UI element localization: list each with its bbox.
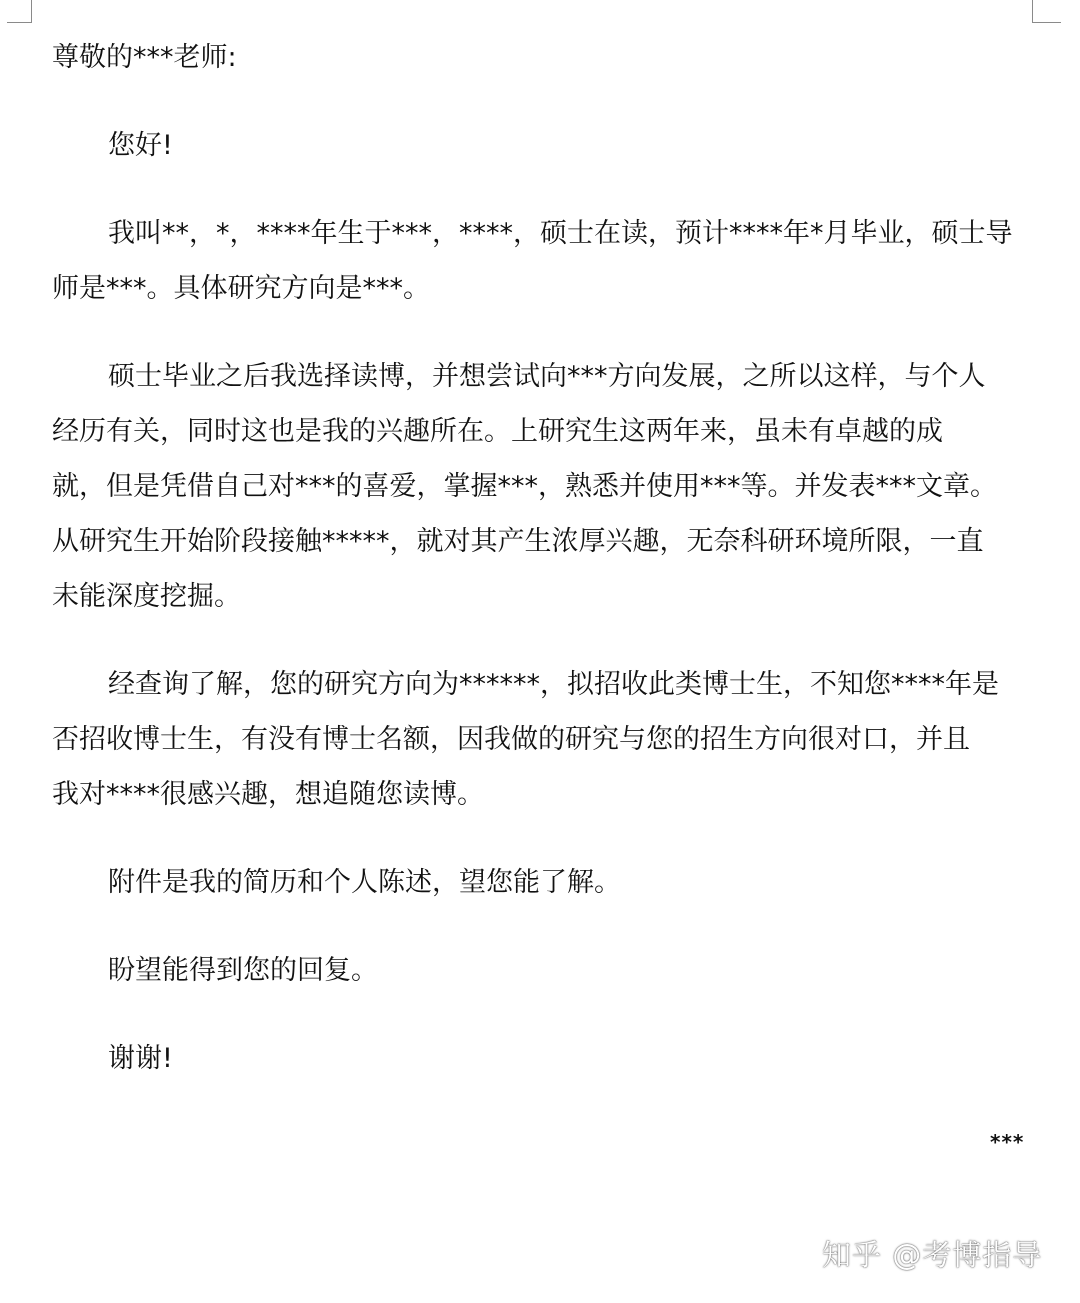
- closing-hope: 盼望能得到您的回复。: [108, 955, 378, 986]
- paragraph-line: 师是***。具体研究方向是***。: [52, 273, 430, 304]
- paragraph-line: 从研究生开始阶段接触*****，就对其产生浓厚兴趣，无奈科研环境所限，一直: [52, 526, 984, 557]
- paragraph-line: 就，但是凭借自己对***的喜爱，掌握***，熟悉并使用***等。并发表***文章。: [52, 471, 997, 502]
- paragraph-gap: [52, 910, 1022, 943]
- closing-thanks: 谢谢!: [108, 1043, 173, 1074]
- paragraph-gap: [52, 822, 1022, 855]
- salutation: 尊敬的***老师:: [52, 42, 237, 73]
- paragraph-inquiry: [52, 657, 1022, 822]
- paragraph-gap: [52, 316, 1022, 349]
- paragraph-line: 我叫**，*，****年生于***，****，硕士在读，预计****年*月毕业，硕士导: [108, 218, 1013, 249]
- paragraph-gap: [52, 173, 1022, 206]
- paragraph-gap: [52, 624, 1022, 657]
- page-corner-mark-left: [7, 0, 32, 23]
- attachment-note: 附件是我的简历和个人陈述，望您能了解。: [108, 867, 621, 898]
- paragraph-line: 硕士毕业之后我选择读博，并想尝试向***方向发展，之所以这样，与个人: [108, 361, 986, 392]
- paragraph-motivation: [52, 349, 1022, 624]
- watermark: 知乎 @考博指导: [822, 1238, 1043, 1272]
- paragraph-line: 经查询了解，您的研究方向为******，拟招收此类博士生，不知您****年是: [108, 669, 999, 700]
- page-corner-mark-right: [1032, 0, 1061, 23]
- paragraph-gap: [52, 85, 1022, 118]
- paragraph-line: 未能深度挖掘。: [52, 581, 241, 612]
- letter-body: [52, 30, 1022, 1086]
- paragraph-line: 我对****很感兴趣，想追随您读博。: [52, 779, 484, 810]
- greeting: 您好!: [108, 130, 173, 161]
- paragraph-line: 经历有关，同时这也是我的兴趣所在。上研究生这两年来，虽未有卓越的成: [52, 416, 943, 447]
- paragraph-introduction: [52, 206, 1022, 316]
- paragraph-line: 否招收博士生，有没有博士名额，因我做的研究与您的招生方向很对口，并且: [52, 724, 970, 755]
- paragraph-gap: [52, 998, 1022, 1031]
- signature: ***: [990, 1130, 1025, 1154]
